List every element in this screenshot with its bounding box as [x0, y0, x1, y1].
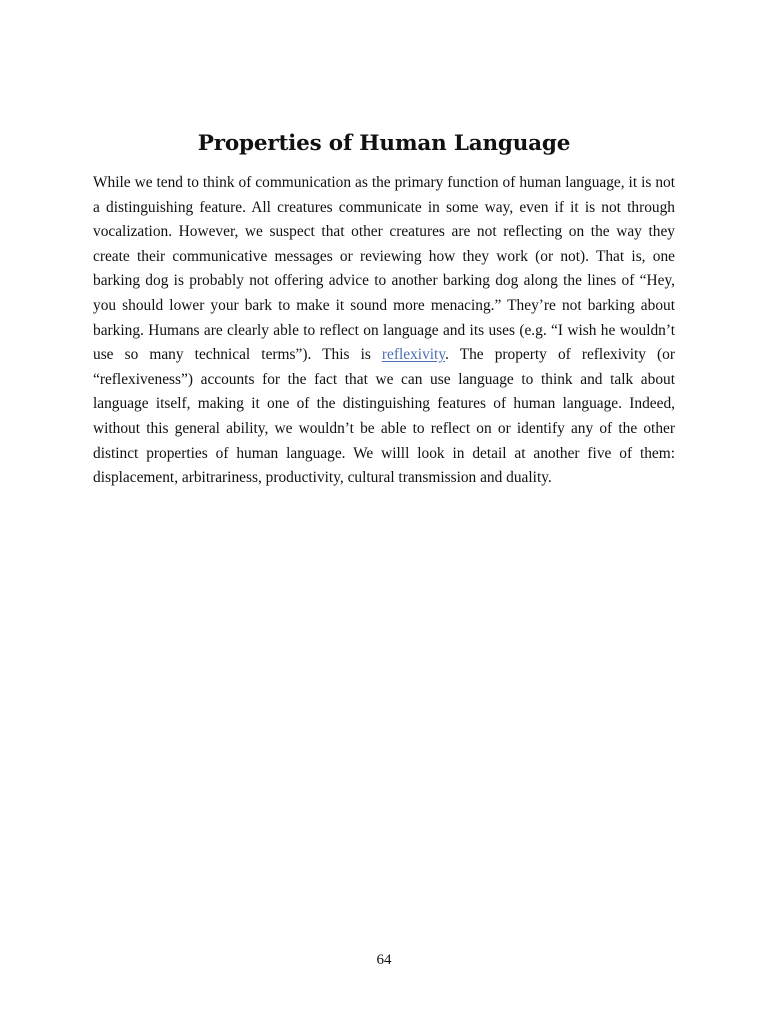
- page-title: Properties of Human Language: [197, 131, 571, 156]
- paragraph-text-before-link: While we tend to think of communication as the primary function of human language, it is not a distinguishing feature. All creatures communicate in some way, even if it is not through vocalization. However, we suspect that other creatures are not reflecting on the way they create their communicative messages or reviewing how they work (or not). That is, one barking dog is probably not offering advice to another barking dog along the lines of “Hey, you should lower your bark to make it sound more menacing.” They’re not barking about barking. Humans are clearly able to reflect on language and its uses (e.g. “I wish he wouldn’t use so many technical terms”). This is: [93, 174, 675, 364]
- body-paragraph: [93, 171, 675, 491]
- paragraph-text-after-link: . The property of reflexivity (or “reflexiveness”) accounts for the fact that we can use language to think and talk about language itself, making it one of the distinguishing features of human language. Indeed, without this general ability, we wouldn’t be able to reflect on or identify any of the other distinct properties of human language. We willl look in detail at another five of them: displacement, arbitrariness, productivity, cultural transmission and duality.: [93, 346, 675, 487]
- page-number: 64: [376, 952, 392, 968]
- reflexivity-link[interactable]: reflexivity: [381, 346, 446, 364]
